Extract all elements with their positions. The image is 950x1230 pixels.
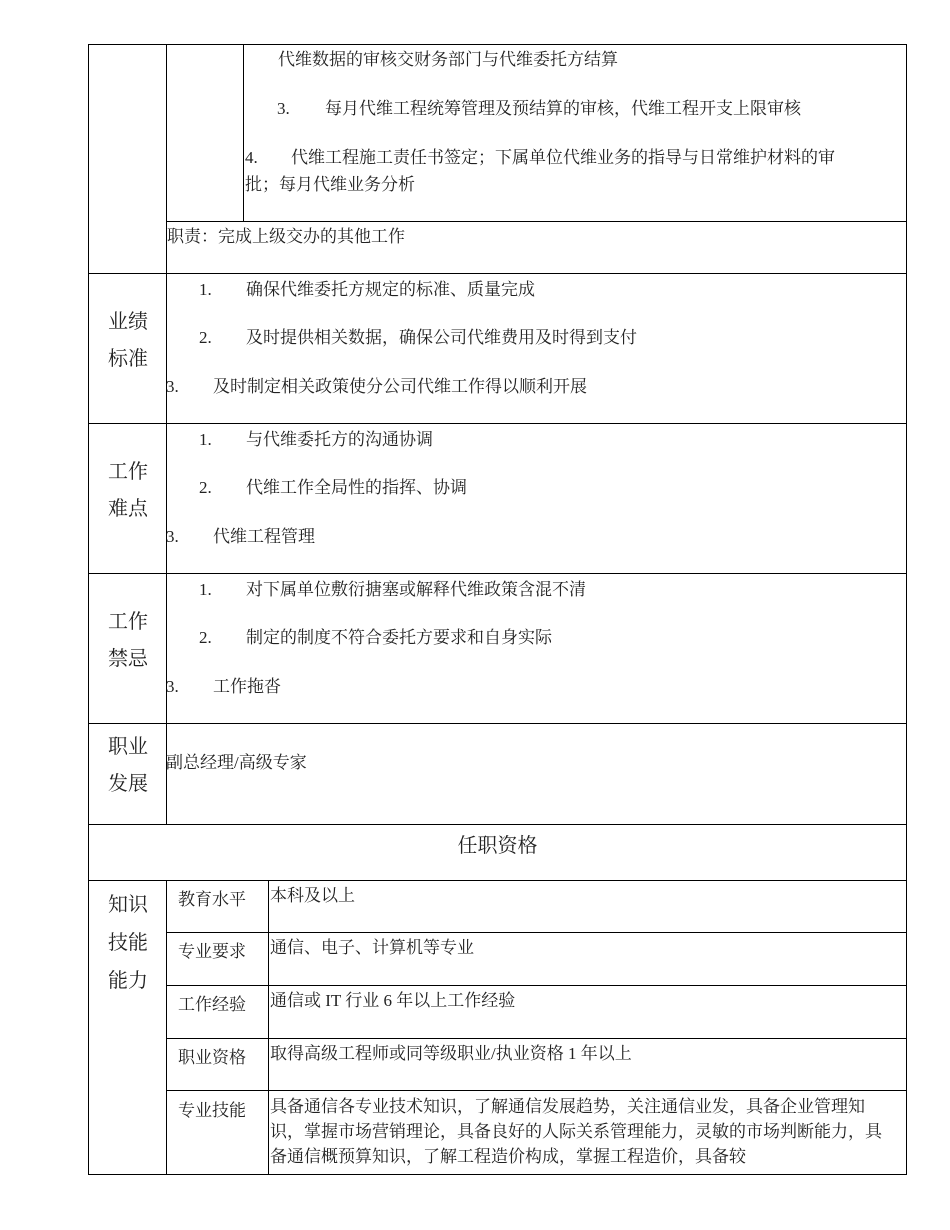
duty-line: 代维数据的审核交财务部门与代维委托方结算 <box>278 50 618 69</box>
duty-item-4 <box>245 147 835 169</box>
section-label: 职业 发展 <box>108 736 148 795</box>
list-item: 1. 与代维委托方的沟通协调 <box>199 430 433 449</box>
list-item: 3. 代维工程管理 <box>166 527 315 546</box>
qualification-key: 专业技能 <box>178 1101 246 1120</box>
section-label: 知识 技能 能力 <box>108 894 148 992</box>
qualifications-title: 任职资格 <box>457 835 538 857</box>
other-duty: 职责：完成上级交办的其他工作 <box>167 227 405 246</box>
qualification-value: 取得高级工程师或同等级职业/执业资格 1 年以上 <box>270 1044 632 1063</box>
list-item: 1. 对下属单位敷衍搪塞或解释代维政策含混不清 <box>199 580 586 599</box>
duty-item-3 <box>277 98 801 120</box>
qualification-key: 职业资格 <box>178 1048 246 1067</box>
section-label: 业绩 标准 <box>108 311 148 370</box>
section-label: 工作 禁忌 <box>108 611 148 670</box>
item-number: 3. <box>277 99 290 118</box>
list-item: 3. 工作拖沓 <box>166 677 281 696</box>
list-item: 2. 及时提供相关数据，确保公司代维费用及时得到支付 <box>199 328 637 347</box>
list-item: 3. 及时制定相关政策使分公司代维工作得以顺利开展 <box>166 377 587 396</box>
qualification-value: 具备通信各专业技术知识，了解通信发展趋势，关注通信业发，具备企业管理知识，掌握市场营销理论，具备良好的人际关系管理能力，灵敏的市场判断能力，具备通信概预算知识，了解工程造价构成，掌握工程造价，具备较 <box>270 1097 882 1166</box>
qualification-value: 通信或 IT 行业 6 年以上工作经验 <box>270 991 516 1010</box>
section-label: 工作 难点 <box>108 461 148 520</box>
list-item: 2. 制定的制度不符合委托方要求和自身实际 <box>199 628 552 647</box>
duty-item-4-cont: 批；每月代维业务分析 <box>245 175 415 194</box>
career-text: 副总经理/高级专家 <box>166 753 307 772</box>
qualification-value: 本科及以上 <box>270 886 355 905</box>
item-number: 4. <box>245 148 258 167</box>
item-text: 每月代维工程统筹管理及预结算的审核，代维工程开支上限审核 <box>325 99 801 118</box>
list-item: 2. 代维工作全局性的指挥、协调 <box>199 478 467 497</box>
item-text: 代维工程施工责任书签定；下属单位代维业务的指导与日常维护材料的审 <box>291 148 835 167</box>
qualification-value: 通信、电子、计算机等专业 <box>270 938 474 957</box>
list-item: 1. 确保代维委托方规定的标准、质量完成 <box>199 280 535 299</box>
qualification-key: 工作经验 <box>178 995 246 1014</box>
qualification-key: 教育水平 <box>178 890 246 909</box>
qualification-key: 专业要求 <box>178 942 246 961</box>
